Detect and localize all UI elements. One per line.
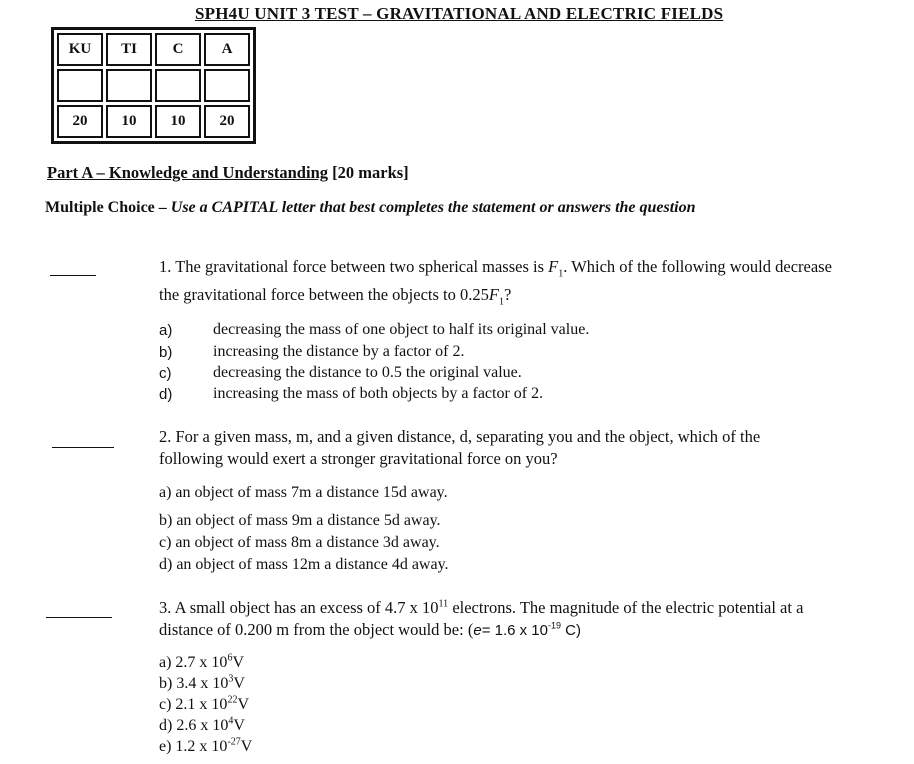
marks-score-ti[interactable] (106, 69, 152, 102)
q1-option-a-text: decreasing the mass of one object to half its original value. (213, 321, 590, 338)
marks-total-a: 20 (204, 105, 250, 138)
q3-option-d-unit: V (233, 717, 245, 734)
q3-option-a (159, 654, 244, 672)
q1-sub-2: 1 (498, 296, 504, 308)
q2-line-2: following would exert a stronger gravitational force on you? (159, 449, 558, 468)
q3-charge-exp: -19 (548, 620, 562, 631)
q3-charge-unit: C) (561, 622, 582, 639)
marks-total-ti: 10 (106, 105, 152, 138)
q1-var-f: F (548, 257, 559, 276)
q3-text-b: electrons. The magnitude of the electric potential at a (448, 598, 804, 617)
q3-option-e-exp: -27 (227, 736, 241, 748)
q3-option-e-unit: V (240, 738, 253, 755)
q1-option-d-letter: d) (159, 386, 173, 403)
q3-option-a-exp: 6 (227, 652, 233, 664)
marks-total-ku: 20 (57, 105, 103, 138)
q1-answer-blank[interactable] (50, 275, 96, 276)
q2-line-1: 2. For a given mass, m, and a given distance, d, separating you and the object, which of the (159, 427, 761, 446)
q1-line-2 (159, 285, 511, 307)
q1-text-c: the gravitational force between the objects to 0.25 (159, 285, 489, 304)
marks-score-a[interactable] (204, 69, 250, 102)
q3-text-c: distance of 0.200 m from the object would be: ( (159, 620, 474, 639)
q3-option-c-exp: 22 (227, 694, 238, 706)
q3-option-e-base: e) 1.2 x 10 (159, 738, 228, 755)
marks-table (51, 27, 256, 144)
q3-option-c-unit: V (237, 696, 249, 713)
part-a-title: Part A – Knowledge and Understanding (47, 163, 328, 182)
q2-option-d: d) an object of mass 12m a distance 4d away. (159, 556, 449, 573)
part-a-heading (47, 163, 409, 183)
q3-option-c (159, 696, 249, 714)
q3-option-a-unit: V (232, 654, 244, 671)
q3-option-b-unit: V (233, 675, 245, 692)
q3-option-e (159, 738, 252, 756)
marks-header-c: C (155, 33, 201, 66)
q3-exp-11: 11 (438, 598, 449, 610)
marks-header-ti: TI (106, 33, 152, 66)
q3-charge-symbol: e (473, 622, 482, 639)
q3-line-2 (159, 620, 581, 640)
q1-text-b: . Which of the following would decrease (563, 257, 832, 276)
q2-option-b: b) an object of mass 9m a distance 5d away. (159, 512, 441, 529)
marks-total-c: 10 (155, 105, 201, 138)
q3-option-d-exp: 4 (228, 715, 234, 727)
q3-option-d (159, 717, 245, 735)
q1-option-a-letter: a) (159, 322, 173, 339)
q1-option-d-text: increasing the mass of both objects by a factor of 2. (213, 385, 544, 402)
q1-option-c-letter: c) (159, 365, 172, 382)
marks-header-ku: KU (57, 33, 103, 66)
q1-sub-1: 1 (558, 268, 564, 280)
q3-option-a-base: a) 2.7 x 10 (159, 654, 228, 671)
q3-text-a: 3. A small object has an excess of 4.7 x 10 (159, 598, 439, 617)
q3-option-b-base: b) 3.4 x 10 (159, 675, 229, 692)
q3-answer-blank[interactable] (46, 617, 112, 618)
q2-option-c: c) an object of mass 8m a distance 3d away. (159, 534, 440, 551)
marks-score-ku[interactable] (57, 69, 103, 102)
q1-text-d: ? (503, 285, 512, 304)
q1-text-a: 1. The gravitational force between two spherical masses is (159, 257, 549, 276)
q1-option-c-text: decreasing the distance to 0.5 the original value. (213, 364, 522, 381)
mc-instruction-text: Use a CAPITAL letter that best completes the statement or answers the question (170, 199, 696, 216)
q3-line-1 (159, 598, 803, 618)
q1-line-1 (159, 257, 832, 279)
q1-var-f2: F (488, 285, 499, 304)
q2-option-a: a) an object of mass 7m a distance 15d away. (159, 484, 448, 501)
q3-option-b-exp: 3 (228, 673, 234, 685)
marks-header-a: A (204, 33, 250, 66)
mc-instructions (45, 199, 696, 217)
marks-score-c[interactable] (155, 69, 201, 102)
mc-label: Multiple Choice – (45, 199, 171, 216)
q3-option-c-base: c) 2.1 x 10 (159, 696, 228, 713)
page-title: SPH4U UNIT 3 TEST – GRAVITATIONAL AND ELECTRIC FIELDS (195, 4, 724, 23)
part-a-marks: [20 marks] (328, 163, 409, 182)
q2-answer-blank[interactable] (52, 447, 114, 448)
q3-charge-value: = 1.6 x 10 (481, 622, 548, 639)
q1-option-b-text: increasing the distance by a factor of 2. (213, 343, 465, 360)
q3-option-b (159, 675, 245, 693)
q3-option-d-base: d) 2.6 x 10 (159, 717, 229, 734)
q1-option-b-letter: b) (159, 344, 173, 361)
